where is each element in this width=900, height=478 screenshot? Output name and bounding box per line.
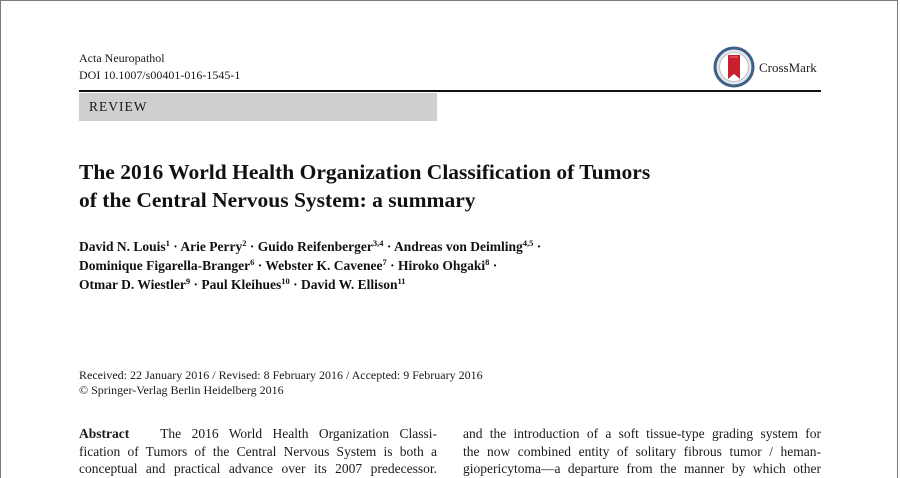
abstract-label: Abstract — [79, 426, 130, 441]
author-name[interactable]: David W. Ellison — [301, 277, 398, 292]
author-name[interactable]: Dominique Figarella-Branger — [79, 258, 251, 273]
abstract-line: the now combined entity of solitary fibrous tumor / heman- — [463, 443, 821, 459]
author-affiliation: 10 — [281, 276, 290, 286]
author-separator: · — [254, 258, 266, 273]
author-affiliation: 1 — [165, 238, 170, 248]
author-separator: · — [190, 277, 202, 292]
author-name[interactable]: Andreas von Deimling — [394, 239, 523, 254]
abstract-text: The 2016 World Health Organization Classi- — [160, 426, 437, 441]
copyright-line: © Springer-Verlag Berlin Heidelberg 2016 — [79, 383, 284, 397]
author-name[interactable]: Hiroko Ohgaki — [398, 258, 486, 273]
article-dates — [79, 368, 483, 398]
abstract-line: giopericytoma—a departure from the manner by which other — [463, 461, 821, 476]
author-line-3 — [79, 275, 819, 294]
author-name[interactable]: David N. Louis — [79, 239, 166, 254]
author-affiliation: 2 — [242, 238, 247, 248]
author-name[interactable]: Webster K. Cavenee — [265, 258, 383, 273]
abstract-line: fication of Tumors of the Central Nervous System is both a — [79, 443, 437, 459]
author-affiliation: 11 — [397, 276, 406, 286]
author-separator: · — [533, 239, 542, 254]
crossmark-icon — [713, 46, 755, 88]
abstract-line — [79, 425, 437, 443]
author-affiliation: 3,4 — [372, 238, 384, 248]
abstract-line: and the introduction of a soft tissue-type grading system for — [463, 426, 821, 441]
header-rule — [79, 90, 821, 92]
crossmark-badge[interactable] — [713, 46, 823, 88]
author-separator: · — [386, 258, 399, 273]
author-name[interactable]: Arie Perry — [180, 239, 243, 254]
title-line-1: The 2016 World Health Organization Classification of Tumors — [79, 160, 651, 184]
author-affiliation: 7 — [382, 257, 387, 267]
abstract-line: conceptual and practical advance over its 2007 predecessor. — [79, 461, 437, 476]
author-separator: · — [289, 277, 302, 292]
author-name[interactable]: Otmar D. Wiestler — [79, 277, 186, 292]
author-affiliation: 9 — [185, 276, 191, 286]
author-separator: · — [383, 239, 395, 254]
author-separator: · — [246, 239, 258, 254]
author-line-1 — [79, 237, 819, 256]
author-affiliation: 8 — [485, 257, 490, 267]
author-separator: · — [489, 258, 498, 273]
journal-name: Acta Neuropathol — [79, 51, 165, 65]
section-banner — [79, 93, 437, 121]
abstract-left-column — [79, 425, 437, 478]
author-affiliation: 6 — [250, 257, 255, 267]
received-revised-accepted: Received: 22 January 2016 / Revised: 8 February 2016 / Accepted: 9 February 2016 — [79, 368, 483, 382]
doi-link[interactable]: DOI 10.1007/s00401-016-1545-1 — [79, 68, 241, 82]
author-separator: · — [169, 239, 181, 254]
author-line-2 — [79, 256, 819, 275]
author-list — [79, 237, 819, 294]
author-name[interactable]: Guido Reifenberger — [257, 239, 373, 254]
author-name[interactable]: Paul Kleihues — [201, 277, 282, 292]
article-title — [79, 158, 779, 214]
abstract-right-column — [463, 425, 821, 478]
author-affiliation: 4,5 — [522, 238, 534, 248]
crossmark-label: CrossMark — [759, 60, 817, 75]
title-line-2: of the Central Nervous System: a summary — [79, 188, 476, 212]
section-label: REVIEW — [89, 99, 148, 114]
